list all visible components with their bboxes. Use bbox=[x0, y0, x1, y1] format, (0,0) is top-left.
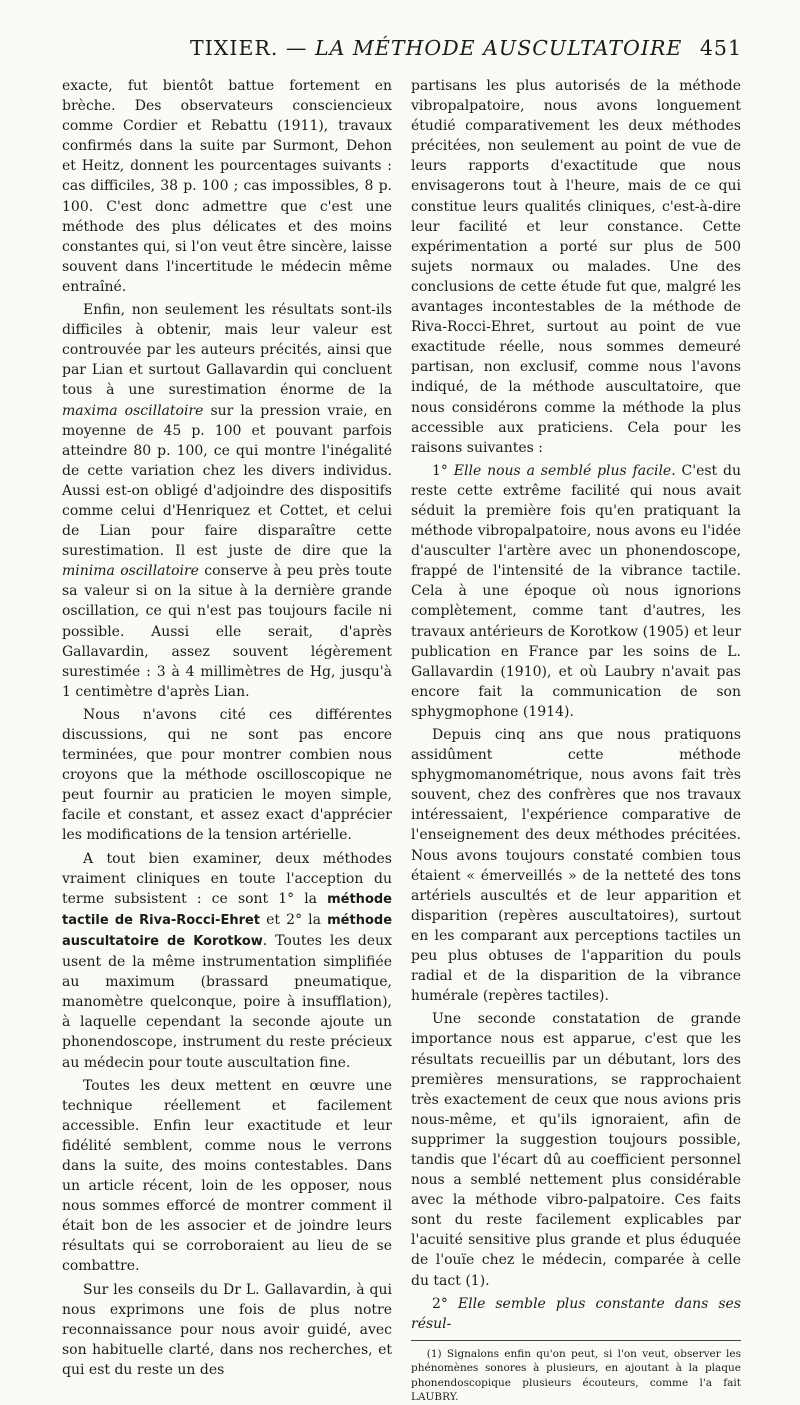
right-column bbox=[411, 76, 741, 1405]
page-number: 451 bbox=[699, 36, 742, 60]
text-run: conserve à peu près toute sa valeur si on la situe à la dernière grande oscillation, ce qui n'est pas toujours facile ni possible. Aussi elle serait, d'après Gallavardin, assez souvent légèrement surestimée : 3 à 4 millimètres de Hg, jusqu'à 1 centimètre d'après Lian. bbox=[62, 563, 392, 700]
italic-term: maxima oscillatoire bbox=[62, 402, 204, 419]
text-run: Enfin, non seulement les résultats sont-ils difficiles à obtenir, mais leur valeur est controuvée par les auteurs précités, ainsi que par Lian et surtout Gallavardin qui concluent tous à une surestimation énorme de la bbox=[62, 302, 392, 399]
text-run: A tout bien examiner, deux méthodes vraiment cliniques en toute l'acception du terme subsistent : ce sont 1° la bbox=[62, 850, 392, 907]
left-column bbox=[62, 76, 392, 1380]
italic-heading: Elle nous a semblé plus facile. bbox=[453, 462, 676, 479]
text-run: C'est du reste cette extrême facilité qui nous avait séduit la première fois qu'en pratiquant la méthode vibropalpatoire, nous avons eu l'idée d'ausculter l'artère avec un phonendoscope, frappé de l'intensité de la vibrance tactile. Cela à une époque où nous ignorions complètement, comme tant d'autres, les travaux antérieurs de Korotkow (1905) et leur publication en France par les soins de L. Gallavardin (1910), et où Laubry n'avait pas encore fait la communication de son sphygmophone (1914). bbox=[411, 462, 741, 720]
paragraph: Sur les conseils du Dr L. Gallavardin, à qui nous exprimons une fois de plus notre reconnaissance pour nous avoir guidé, avec son habituelle clarté, dans nos recherches, et qui est du reste un des bbox=[62, 1281, 392, 1378]
paragraph bbox=[411, 461, 741, 722]
running-title bbox=[190, 36, 682, 60]
italic-term: minima oscillatoire bbox=[62, 563, 199, 580]
paragraph: Nous n'avons cité ces différentes discussions, qui ne sont pas encore terminées, que pour montrer combien nous croyons que la méthode oscilloscopique ne peut fournir au praticien le moyen simple, facile et constant, et assez exact d'apprécier les modifications de la tension artérielle. bbox=[62, 706, 392, 844]
paragraph: Toutes les deux mettent en œuvre une technique réellement et facilement accessible. Enfin leur exactitude et leur fidélité semblent, comme nous le verrons dans la suite, des moins contestables. Dans un article récent, loin de les opposer, nous nous sommes efforcé de montrer comment il était bon de les associer et de joindre leurs résultats qui se corroboraient au lieu de se combattre. bbox=[62, 1077, 392, 1275]
item-number: 1° bbox=[432, 462, 454, 479]
paragraph: exacte, fut bientôt battue fortement en brèche. Des observateurs consciencieux comme Cordier et Rebattu (1911), travaux confirmés dans la suite par Surmont, Dehon et Heitz, donnent les pourcentages suivants : cas difficiles, 38 p. 100 ; cas impossibles, 8 p. 100. C'est donc admettre que c'est une méthode des plus délicates et des moins constantes qui, si l'on veut être sincère, laisse souvent dans l'incertitude le médecin même entraîné. bbox=[62, 78, 392, 295]
text-run: sur la pression vraie, en moyenne de 45 p. 100 et pouvant parfois atteindre 80 p. 100, ce qui montre l'inégalité de cette variation chez les divers individus. Aussi est-on obligé d'adjoindre des dispositifs comme celui d'Henriquez et Cottet, et celui de Lian pour faire disparaître cette surestimation. Il est juste de dire que la bbox=[62, 402, 392, 560]
paragraph: partisans les plus autorisés de la méthode vibropalpatoire, nous avons longuement étudié comparativement les deux méthodes précitées, non seulement au point de vue de leurs rapports d'exactitude que nous envisagerons tout à l'heure, mais de ce qui constitue leurs qualités cliniques, c'est-à-dire leur facilité et leur constance. Cette expérimentation a porté sur plus de 500 sujets normaux ou malades. Une des conclusions de cette étude fut que, malgré les avantages incontestables de la méthode de Riva-Rocci-Ehret, surtout au point de vue exactitude réelle, nous sommes demeuré partisan, non exclusif, comme nous l'avons indiqué, de la méthode auscultatoire, que nous considérons comme la méthode la plus accessible aux praticiens. Cela pour les raisons suivantes : bbox=[411, 78, 741, 456]
bold-term: méthode tactile de Riva-Rocci-Ehret bbox=[62, 891, 392, 928]
item-number: 2° bbox=[432, 1295, 458, 1312]
paragraph bbox=[62, 300, 392, 702]
text-run: et 2° la bbox=[260, 911, 328, 928]
footnote: (1) Signalons enfin qu'on peut, si l'on veut, observer les phénomènes sonores à plusieurs, en ajoutant à la plaque phonendoscopique plusieurs écouteurs, comme l'a fait LAUBRY. bbox=[411, 1347, 741, 1404]
footnote-divider bbox=[411, 1340, 741, 1341]
bold-term: méthode auscultatoire de Korotkow bbox=[62, 912, 393, 949]
header-dash: — bbox=[285, 36, 308, 60]
header-author: TIXIER. bbox=[190, 36, 279, 60]
text-run: . Toutes les deux usent de la même instrumentation simplifiée au maximum (brassard pneumatique, manomètre quelconque, poire à insufflation), à laquelle cependant la seconde ajoute un phonendoscope, instrument du reste précieux au médecin pour toute auscultation fine. bbox=[62, 932, 392, 1071]
paragraph: Une seconde constatation de grande importance nous est apparue, c'est que les résultats recueillis par un débutant, lors des premières mensurations, se rapprochaient très exactement de ceux que nous avions pris nous-même, et qu'ils ignoraient, afin de supprimer la suggestion toujours possible, tandis que l'écart dû au coefficient personnel nous a semblé nettement plus considérable avec la méthode vibro-palpatoire. Ces faits sont du reste facilement explicables par l'acuité sensitive plus grande et plus éduquée de l'ouïe chez le médecin, comparée à celle du tact (1). bbox=[411, 1011, 741, 1289]
header-title: LA MÉTHODE AUSCULTATOIRE bbox=[314, 36, 683, 60]
paragraph bbox=[62, 849, 392, 1073]
italic-heading: Elle semble plus constante dans ses résul- bbox=[411, 1295, 741, 1332]
paragraph bbox=[411, 1294, 741, 1334]
paragraph: Depuis cinq ans que nous pratiquons assidûment cette méthode sphygmomanométrique, nous avons fait très souvent, chez des confrères que nos travaux intéressaient, l'expérience comparative de l'enseignement des deux méthodes précitées. Nous avons toujours constaté combien tous étaient « émerveillés » de la netteté des tons artériels auscultés et de leur apparition et disparition (repères auscultatoires), surtout en les comparant aux perceptions tactiles un peu plus obtuses de l'apparition du pouls radial et de la disparition de la vibrance humérale (repères tactiles). bbox=[411, 727, 741, 1005]
running-head bbox=[0, 36, 800, 66]
